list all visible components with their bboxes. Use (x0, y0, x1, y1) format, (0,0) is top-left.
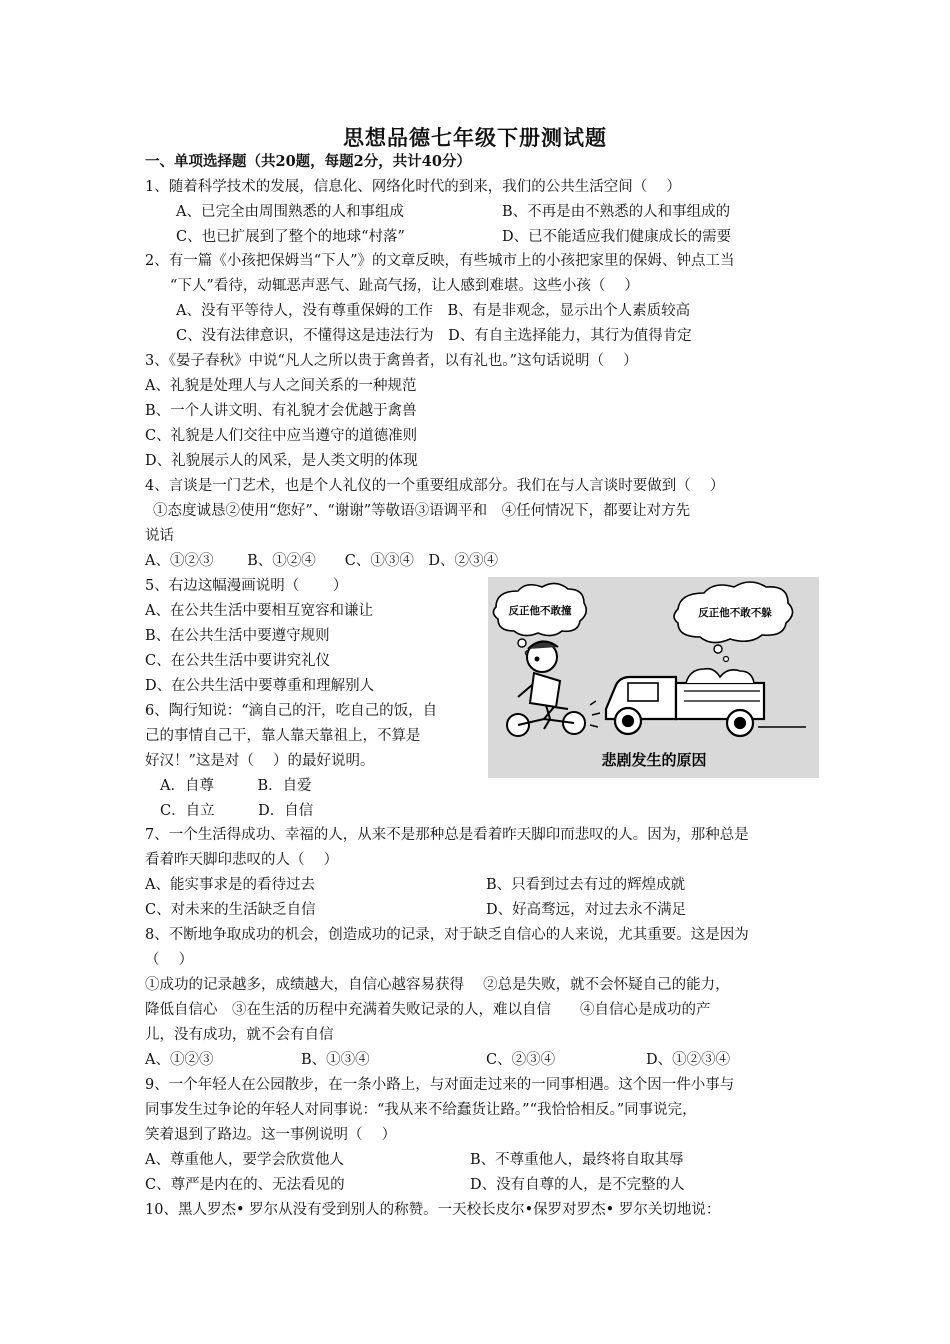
q3-option-b: B、一个人讲文明、有礼貌才会优越于禽兽 (145, 403, 417, 419)
comic-illustration (488, 577, 819, 778)
question-6-line-2: 己的事情自己干，靠人靠天靠祖上，不算是 (145, 728, 421, 744)
question-8-line-2: （ ） (145, 952, 194, 968)
q3-option-a: A、礼貌是处理人与人之间关系的一种规范 (145, 378, 417, 394)
question-9-line-3: 笑着退到了路边。这一事例说明（ ） (145, 1127, 397, 1143)
q4-items-cont: 说话 (145, 528, 174, 544)
q1-option-d: D、已不能适应我们健康成长的需要 (502, 229, 732, 245)
q5-option-a: A、在公共生活中要相互宽容和谦让 (145, 603, 373, 619)
q9-option-a: A、尊重他人，要学会欣赏他人 (145, 1152, 344, 1168)
question-4-stem: 4、言谈是一门艺术，也是个人礼仪的一个重要组成部分。我们在与人言谈时要做到（ ） (145, 478, 725, 494)
page-title: 思想品德七年级下册测试题 (343, 125, 607, 150)
question-5-stem: 5、右边这幅漫画说明（ ） (145, 578, 348, 594)
q7-option-c: C、对未来的生活缺乏自信 (145, 902, 316, 918)
q7-option-d: D、好高骛远，对过去永不满足 (486, 902, 687, 918)
q2-options-ab: A、没有平等待人，没有尊重保姆的工作 B、有是非观念，显示出个人素质较高 (176, 303, 691, 319)
q7-option-b: B、只看到过去有过的辉煌成就 (486, 877, 686, 893)
q6-options-ab: A．自尊 B．自爱 (160, 778, 312, 794)
q8-option-b: B、①③④ (301, 1052, 370, 1068)
question-7-line-1: 7、一个生活得成功、幸福的人，从来不是那种总是看着昨天脚印而悲叹的人。因为，那种总是 (145, 827, 749, 843)
q4-items: ①态度诚恳②使用“您好”、“谢谢”等敬语③语调平和 ④任何情况下，都要让对方先 (153, 503, 691, 519)
q5-option-c: C、在公共生活中要讲究礼仪 (145, 653, 331, 669)
q5-option-d: D、在公共生活中要尊重和理解别人 (145, 678, 375, 694)
question-6-line-1: 6、陶行知说：“滴自己的汗，吃自己的饭，自 (145, 703, 438, 719)
question-7-line-2: 看着昨天脚印悲叹的人（ ） (145, 852, 339, 868)
comic-caption: 悲剧发生的原因 (601, 751, 707, 769)
q3-option-c: C、礼貌是人们交往中应当遵守的道德准则 (145, 428, 418, 444)
question-8-line-1: 8、不断地争取成功的机会，创造成功的记录，对于缺乏自信心的人来说，尤其重要。这是因为 (145, 927, 749, 943)
question-2-stem-cont: “下人”看待，动辄恶声恶气、趾高气扬，让人感到难堪。这些小孩（ ） (170, 278, 639, 294)
question-2-stem: 2、有一篇《小孩把保姆当“下人”》的文章反映，有些城市上的小孩把家里的保姆、钟点工当 (145, 253, 735, 269)
q2-options-cd: C、没有法律意识，不懂得这是违法行为 D、有自主选择能力，其行为值得肯定 (176, 328, 692, 344)
question-6-line-3: 好汉！”这是对（ ）的最好说明。 (145, 753, 375, 769)
section-heading: 一、单项选择题（共20题，每题2分，共计40分） (145, 153, 471, 170)
q5-option-b: B、在公共生活中要遵守规则 (145, 628, 330, 644)
q8-option-d: D、①②③④ (646, 1052, 731, 1068)
question-8-line-4: 降低自信心 ③在生活的历程中充满着失败记录的人，难以自信 ④自信心是成功的产 (145, 1002, 711, 1018)
question-9-line-2: 同事发生过争论的年轻人对同事说：“我从来不给蠢货让路。”“我恰恰相反。”同事说完， (145, 1102, 697, 1118)
q8-option-c: C、②③④ (486, 1052, 556, 1068)
q9-option-d: D、没有自尊的人，是不完整的人 (470, 1177, 685, 1193)
q9-option-c: C、尊严是内在的、无法看见的 (145, 1177, 345, 1193)
q3-option-d: D、礼貌展示人的风采，是人类文明的体现 (145, 453, 418, 469)
q6-options-cd: C．自立 D．自信 (160, 803, 314, 819)
q4-options: A、①②③ B、①②④ C、①③④ D、②③④ (145, 553, 498, 569)
q1-option-a: A、已完全由周围熟悉的人和事组成 (176, 204, 404, 220)
q9-option-b: B、不尊重他人，最终将自取其辱 (470, 1152, 684, 1168)
bubble-left-text: 反正他不敢撞 (508, 605, 572, 617)
q7-option-a: A、能实事求是的看待过去 (145, 877, 315, 893)
question-9-line-1: 9、一个年轻人在公园散步，在一条小路上，与对面走过来的一同事相遇。这个因一件小事与 (145, 1077, 735, 1093)
q1-option-c: C、也已扩展到了整个的地球“村落” (176, 229, 405, 245)
question-10-line-1: 10、黑人罗杰• 罗尔从没有受到别人的称赞。一天校长皮尔•保罗对罗杰• 罗尔关切地说： (145, 1202, 721, 1218)
bubble-right-text: 反正他不敢不躲 (698, 607, 772, 619)
question-8-line-3: ①成功的记录越多，成绩越大，自信心越容易获得 ②总是失败，就不会怀疑自己的能力， (145, 977, 730, 993)
question-1-stem: 1、随着科学技术的发展，信息化、网络化时代的到来，我们的公共生活空间（ ） (145, 179, 681, 195)
question-3-stem: 3、《晏子春秋》中说“凡人之所以贵于禽兽者，以有礼也。”这句话说明（ ） (145, 353, 638, 369)
question-8-line-5: 儿，没有成功，就不会有自信 (145, 1027, 334, 1043)
q1-option-b: B、不再是由不熟悉的人和事组成的 (502, 204, 731, 220)
q8-option-a: A、①②③ (145, 1052, 214, 1068)
